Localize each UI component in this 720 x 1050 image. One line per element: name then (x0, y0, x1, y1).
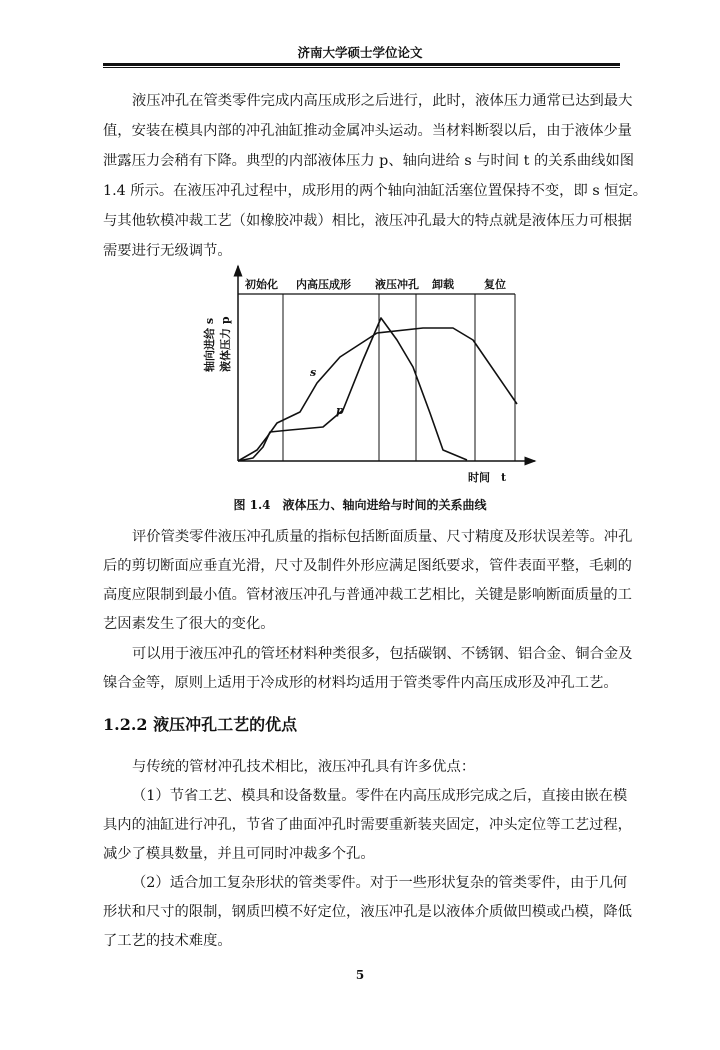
curve-s-label: s (310, 366, 317, 379)
phase-label-forming: 内高压成形 (296, 278, 351, 291)
paragraph-3 (103, 640, 633, 698)
figure-caption: 图 1.4 液体压力、轴向进给与时间的关系曲线 (233, 498, 487, 512)
paragraph-6 (103, 869, 632, 956)
text-line: （2）适合加工复杂形状的管类零件。对于一些形状复杂的管类零件，由于几何 (132, 875, 628, 891)
text-line: 具内的油缸进行冲孔，节省了曲面冲孔时需要重新装夹固定，冲头定位等工艺过程， (103, 817, 632, 833)
curve-p-label: p (336, 404, 344, 417)
text-line: 减少了模具数量，并且可同时冲裁多个孔。 (103, 846, 375, 862)
text-line: 艺因素发生了很大的变化。 (103, 616, 275, 632)
x-axis-label: 时间 t (468, 471, 507, 484)
text-line: 形状和尺寸的限制，钢质凹模不好定位，液压冲孔是以液体介质做凹模或凸模，降低 (103, 904, 632, 920)
phase-label-init: 初始化 (245, 278, 278, 291)
curve-p (238, 318, 467, 461)
text-line: 与其他软模冲裁工艺（如橡胶冲裁）相比，液压冲孔最大的特点就是液体压力可根据 (103, 213, 632, 229)
paragraph-4 (103, 753, 620, 782)
phase-label-unload: 卸载 (432, 278, 454, 291)
text-line: 镍合金等，原则上适用于冷成形的材料均适用于管类零件内高压成形及冲孔工艺。 (103, 675, 618, 691)
phase-label-piercing: 液压冲孔 (375, 278, 419, 291)
text-line: 值，安装在模具内部的冲孔油缸推动金属冲头运动。当材料断裂以后，由于液体少量 (103, 123, 632, 139)
phase-dividers (283, 294, 515, 461)
text-line: 需要进行无级调节。 (103, 243, 232, 259)
y-axis-label-p: 液体压力 p (219, 316, 232, 372)
text-line: 后的剪切断面应垂直光滑，尺寸及制件外形应满足图纸要求，管件表面平整，毛刺的 (103, 558, 632, 574)
page-number: 5 (355, 968, 365, 982)
text-line: 泄露压力会稍有下降。典型的内部液体压力 p、轴向进给 s 与时间 t 的关系曲线如图 (103, 153, 635, 169)
phase-label-reset: 复位 (484, 278, 506, 291)
section-heading: 1.2.2 液压冲孔工艺的优点 (103, 715, 298, 734)
paragraph-2 (103, 523, 633, 639)
text-line: 了工艺的技术难度。 (103, 933, 232, 949)
text-line: 高度应限制到最小值。管材液压冲孔与普通冲裁工艺相比，关键是影响断面质量的工 (103, 587, 632, 603)
text-line: 液压冲孔在管类零件完成内高压成形之后进行，此时，液体压力通常已达到最大 (132, 93, 633, 109)
text-line: 与传统的管材冲孔技术相比，液压冲孔具有许多优点： (132, 759, 476, 775)
text-line: （1）节省工艺、模具和设备数量。零件在内高压成形完成之后，直接由嵌在模 (132, 788, 628, 804)
y-axis-label-s: 轴向进给 s (203, 317, 216, 372)
text-line: 1.4 所示。在液压冲孔过程中，成形用的两个轴向油缸活塞位置保持不变，即 s 恒定。 (103, 183, 648, 199)
text-line: 可以用于液压冲孔的管坯材料种类很多，包括碳钢、不锈钢、铝合金、铜合金及 (132, 646, 633, 662)
text-line: 评价管类零件液压冲孔质量的指标包括断面质量、尺寸精度及形状误差等。冲孔 (132, 529, 633, 545)
paragraph-5 (103, 782, 632, 869)
running-header: 济南大学硕士学位论文 (297, 45, 423, 60)
